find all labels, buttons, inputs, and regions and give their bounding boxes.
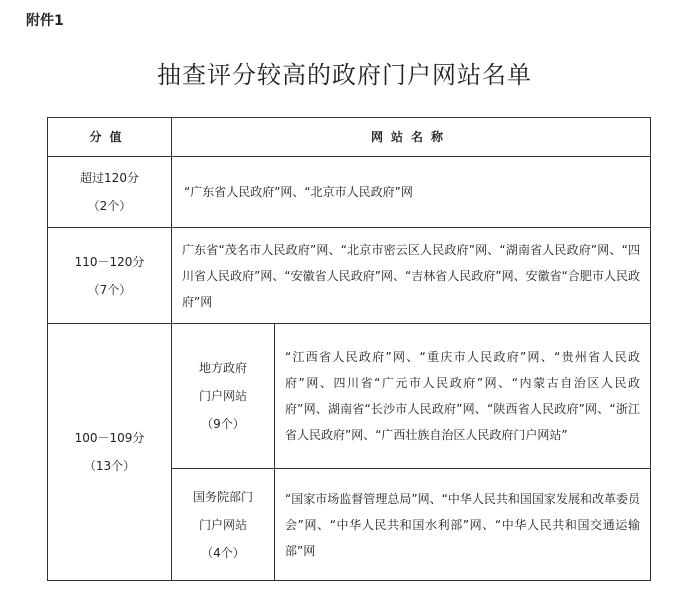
header-website-names: 网站名称 (172, 118, 651, 157)
table-row (48, 228, 651, 324)
category-cell (172, 469, 275, 581)
table-row (48, 157, 651, 228)
page-title: 抽查评分较高的政府门户网站名单 (157, 61, 532, 89)
score-cell (48, 324, 172, 581)
website-names-cell: 广东省“茂名市人民政府”网、“北京市密云区人民政府”网、“湖南省人民政府”网、“四川省人民政府”网、“安徽省人民政府”网、“吉林省人民政府”网、安徽省“合肥市人民政府”网 (172, 228, 651, 324)
website-names-cell: “广东省人民政府”网、“北京市人民政府”网 (172, 157, 651, 228)
category-label: 门户网站 (198, 389, 247, 403)
score-count: （2个） (87, 199, 132, 213)
score-cell (48, 157, 172, 228)
category-cell (172, 324, 275, 469)
table-header-row (48, 118, 651, 157)
score-range: 110－120分 (74, 254, 145, 269)
category-label: 国务院部门 (192, 489, 253, 504)
score-cell (48, 228, 172, 324)
category-count: （4个） (201, 545, 245, 560)
website-list-table (47, 117, 651, 581)
website-names-cell: “国家市场监督管理总局”网、“中华人民共和国国家发展和改革委员会”网、“中华人民共和国水利部”网、“中华人民共和国交通运输部”网 (275, 469, 651, 581)
attachment-label: 附件1 (26, 13, 64, 29)
score-count: （13个） (83, 459, 136, 473)
score-range: 100－109分 (74, 431, 145, 445)
table-row (48, 324, 651, 469)
category-label: 门户网站 (198, 517, 247, 532)
score-count: （7个） (87, 282, 132, 297)
website-names-cell: “江西省人民政府”网、“重庆市人民政府”网、“贵州省人民政府”网、四川省“广元市人民政府”网、“内蒙古自治区人民政府”网、湖南省“长沙市人民政府”网、“陕西省人民政府”网、“浙江省人民政府”网、“广西壮族自治区人民政府门户网站” (275, 324, 651, 469)
category-label: 地方政府 (198, 361, 247, 375)
score-range: 超过120分 (80, 171, 139, 185)
category-count: （9个） (201, 417, 245, 431)
header-score: 分值 (48, 118, 172, 157)
